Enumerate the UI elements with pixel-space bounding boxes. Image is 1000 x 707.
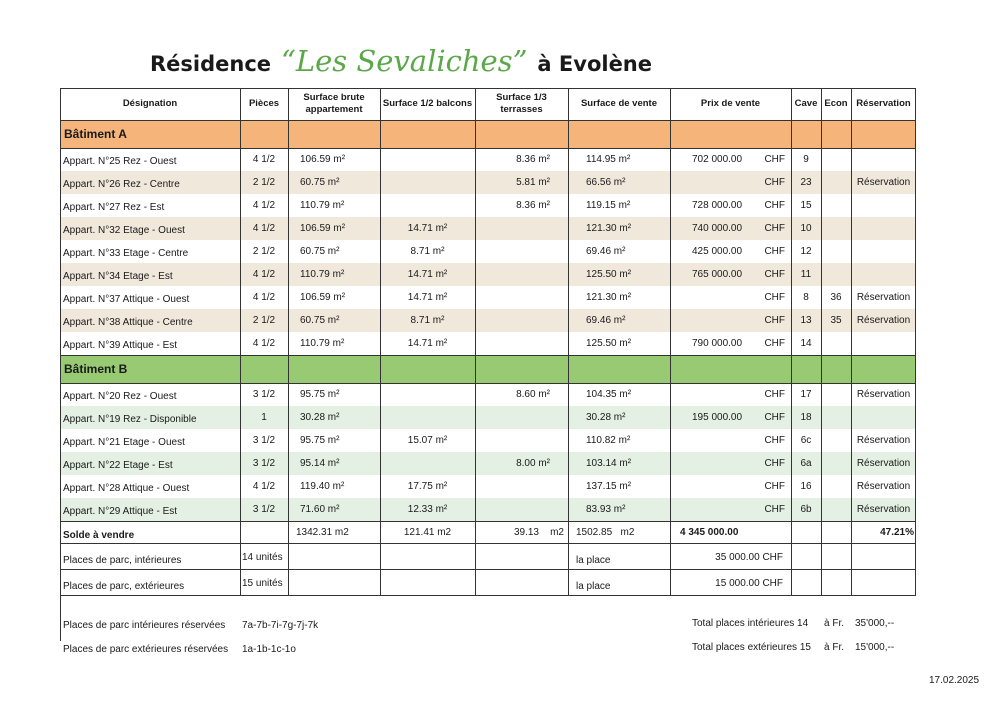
apartment-designation: Appart. N°33 Etage - Centre	[63, 248, 189, 259]
sale-surface: 121.30 m²	[586, 223, 632, 234]
cellar-number: 8	[803, 292, 809, 303]
sale-surface: 103.14 m²	[586, 458, 632, 469]
sale-surface: 30.28 m²	[586, 412, 626, 423]
cellar-number: 23	[800, 177, 812, 188]
terrace-surface	[475, 217, 568, 240]
reservation-status: Réservation	[856, 315, 911, 326]
grid-line	[288, 88, 289, 595]
terrace-surface	[475, 429, 568, 452]
header-econ: Econ	[824, 98, 848, 109]
header-prix-vente: Prix de vente	[700, 98, 761, 109]
currency: CHF	[764, 389, 785, 400]
totals-sale-surface: 1502.85 m2	[576, 526, 635, 538]
gross-surface: 71.60 m²	[300, 504, 340, 515]
table-row	[60, 332, 916, 355]
table-row	[60, 148, 916, 171]
rooms-count: 2 1/2	[252, 177, 276, 188]
table-row	[60, 429, 916, 452]
storage-number	[821, 217, 851, 240]
currency: CHF	[764, 412, 785, 423]
reserved-exterior-label: Places de parc extérieures réservées	[63, 644, 229, 655]
gross-surface: 60.75 m²	[300, 246, 340, 257]
parking-label: Places de parc, intérieures	[63, 554, 182, 566]
currency: CHF	[764, 458, 785, 469]
cellar-number: 12	[800, 246, 812, 257]
rooms-count: 3 1/2	[252, 504, 276, 515]
parking-price: 15 000.00 CHF	[715, 577, 783, 589]
sale-price: 728 000.00	[692, 200, 743, 211]
balcony-surface: 15.07 m²	[407, 435, 448, 446]
currency: CHF	[764, 200, 785, 211]
storage-number	[821, 332, 851, 355]
title-prefix: Résidence	[150, 52, 272, 76]
storage-number	[821, 475, 851, 498]
percent-sold: 47.21%	[880, 526, 914, 538]
terrace-surface: 8.60 m²	[516, 389, 550, 400]
reservation-status: Réservation	[856, 389, 911, 400]
apartment-designation: Appart. N°34 Etage - Est	[63, 271, 173, 282]
rooms-count: 3 1/2	[252, 389, 276, 400]
apartment-designation: Appart. N°29 Attique - Est	[63, 506, 178, 517]
sale-price: 702 000.00	[692, 154, 743, 165]
header-pieces: Pièces	[248, 98, 280, 109]
rooms-count: 2 1/2	[252, 315, 276, 326]
total-interior-price: 35'000,--	[855, 618, 895, 629]
balcony-surface	[380, 452, 475, 475]
residence-name: “Les Sevaliches”	[281, 44, 528, 78]
table-row	[60, 475, 916, 498]
gross-surface: 60.75 m²	[300, 315, 340, 326]
header-designation: Désignation	[122, 98, 178, 109]
total-exterior-at: à Fr.	[824, 642, 845, 653]
cellar-number: 17	[800, 389, 812, 400]
storage-number	[821, 406, 851, 429]
currency: CHF	[764, 154, 785, 165]
gross-surface: 110.79 m²	[300, 269, 345, 280]
gross-surface: 95.75 m²	[300, 389, 340, 400]
header-surface-vente: Surface de vente	[580, 98, 658, 109]
reservation-status	[851, 240, 916, 263]
storage-number	[821, 194, 851, 217]
sale-surface: 66.56 m²	[586, 177, 626, 188]
document-date: 17.02.2025	[929, 675, 980, 686]
parking-unit-label: la place	[576, 554, 611, 566]
sale-surface: 119.15 m²	[586, 200, 631, 211]
total-interior-label: Total places intérieures 14	[692, 618, 809, 629]
grid-line	[475, 88, 476, 595]
currency: CHF	[764, 269, 785, 280]
header-surface-balcons: Surface 1/2 balcons	[382, 98, 473, 109]
sale-price: 195 000.00	[692, 412, 743, 423]
currency: CHF	[764, 292, 785, 303]
grid-line	[568, 88, 569, 595]
grid-line	[851, 88, 852, 595]
balcony-surface: 17.75 m²	[407, 481, 448, 492]
terrace-surface	[475, 406, 568, 429]
sale-surface: 69.46 m²	[586, 315, 626, 326]
storage-number	[821, 263, 851, 286]
balcony-surface	[380, 406, 475, 429]
document-title	[150, 44, 652, 84]
reservation-status	[851, 148, 916, 171]
parking-units: 15 unités	[242, 577, 283, 589]
terrace-surface	[475, 332, 568, 355]
cellar-number: 10	[800, 223, 812, 234]
parking-row	[60, 543, 916, 569]
title-suffix: à Evolène	[537, 52, 652, 76]
apartment-designation: Appart. N°25 Rez - Ouest	[63, 156, 177, 167]
gross-surface: 106.59 m²	[300, 154, 346, 165]
section-label: Bâtiment B	[64, 362, 128, 376]
apartment-designation: Appart. N°19 Rez - Disponible	[63, 414, 197, 425]
reservation-status	[851, 263, 916, 286]
section-label: Bâtiment A	[64, 127, 127, 141]
apartment-designation: Appart. N°38 Attique - Centre	[63, 317, 193, 328]
grid-line	[60, 543, 916, 544]
left-margin-line	[60, 595, 61, 641]
table-row	[60, 286, 916, 309]
reservation-status: Réservation	[856, 292, 911, 303]
cellar-number: 14	[800, 338, 812, 349]
grid-line	[60, 88, 916, 89]
gross-surface: 110.79 m²	[300, 200, 345, 211]
storage-number	[821, 171, 851, 194]
totals-sale-price: 4 345 000.00	[680, 526, 739, 538]
currency: CHF	[764, 435, 785, 446]
rooms-count: 4 1/2	[252, 292, 276, 303]
cellar-number: 18	[800, 412, 812, 423]
sale-price: 425 000.00	[692, 246, 743, 257]
balcony-surface: 14.71 m²	[407, 223, 448, 234]
cellar-number: 6a	[800, 458, 812, 469]
rooms-count: 1	[261, 412, 267, 423]
parking-unit-label: la place	[576, 580, 611, 592]
rooms-count: 4 1/2	[252, 338, 276, 349]
grid-line	[60, 355, 916, 356]
sale-surface: 125.50 m²	[586, 269, 632, 280]
storage-number	[821, 148, 851, 171]
rooms-count: 2 1/2	[252, 246, 276, 257]
sale-price: 740 000.00	[692, 223, 743, 234]
reservation-status: Réservation	[856, 177, 911, 188]
cellar-number: 6c	[800, 435, 812, 446]
reservation-status: Réservation	[856, 458, 911, 469]
totals-label: Solde à vendre	[63, 529, 135, 541]
header-surface-brute: Surface brute appartement	[303, 92, 365, 115]
rooms-count: 4 1/2	[252, 223, 276, 234]
sale-surface: 125.50 m²	[586, 338, 632, 349]
grid-line	[915, 88, 916, 595]
cellar-number: 6b	[800, 504, 812, 515]
table-row	[60, 240, 916, 263]
grid-line	[60, 148, 916, 149]
rooms-count: 3 1/2	[252, 435, 276, 446]
reservation-status: Réservation	[856, 481, 911, 492]
reservation-status	[851, 406, 916, 429]
storage-number	[821, 240, 851, 263]
totals-gross-surface: 1342.31 m2	[296, 526, 349, 538]
totals-row	[60, 521, 916, 543]
grid-line	[60, 88, 61, 595]
cellar-number: 16	[800, 481, 812, 492]
section-header-row	[60, 120, 916, 148]
totals-balcony-surface: 121.41 m2	[403, 526, 452, 538]
apartment-designation: Appart. N°22 Etage - Est	[63, 460, 173, 471]
cellar-number: 11	[800, 269, 812, 280]
rooms-count: 4 1/2	[252, 154, 276, 165]
sale-surface: 114.95 m²	[586, 154, 631, 165]
rooms-count: 4 1/2	[252, 481, 276, 492]
apartment-designation: Appart. N°20 Rez - Ouest	[63, 391, 177, 402]
storage-number: 35	[830, 315, 842, 326]
balcony-surface: 8.71 m²	[410, 246, 445, 257]
grid-line	[60, 595, 916, 596]
currency: CHF	[764, 177, 785, 188]
apartment-designation: Appart. N°27 Rez - Est	[63, 202, 165, 213]
sale-surface: 69.46 m²	[586, 246, 626, 257]
cellar-number: 13	[800, 315, 812, 326]
reservation-status: Réservation	[856, 504, 911, 515]
gross-surface: 119.40 m²	[300, 481, 345, 492]
gross-surface: 60.75 m²	[300, 177, 340, 188]
totals-terrace-surface: 39.13 m2	[513, 526, 564, 538]
rooms-count: 4 1/2	[252, 269, 276, 280]
total-interior-at: à Fr.	[824, 618, 845, 629]
reserved-interior-value: 7a-7b-7i-7g-7j-7k	[242, 620, 319, 631]
balcony-surface	[380, 171, 475, 194]
grid-line	[60, 521, 916, 522]
balcony-surface: 14.71 m²	[407, 292, 448, 303]
reservation-status	[851, 332, 916, 355]
terrace-surface	[475, 240, 568, 263]
balcony-surface: 14.71 m²	[407, 269, 448, 280]
terrace-surface	[475, 475, 568, 498]
header-surface-terrasses: Surface 1/3 terrasses	[496, 92, 547, 115]
cellar-number: 15	[800, 200, 812, 211]
gross-surface: 95.75 m²	[300, 435, 340, 446]
rooms-count: 3 1/2	[252, 458, 276, 469]
reservation-status	[851, 217, 916, 240]
terrace-surface: 8.36 m²	[516, 200, 550, 211]
table-row	[60, 217, 916, 240]
currency: CHF	[764, 504, 785, 515]
grid-line	[60, 569, 916, 570]
reserved-exterior-value: 1a-1b-1c-1o	[242, 644, 296, 655]
storage-number	[821, 498, 851, 521]
balcony-surface	[380, 148, 475, 171]
storage-number	[821, 383, 851, 406]
grid-line	[380, 88, 381, 595]
balcony-surface: 12.33 m²	[407, 504, 448, 515]
terrace-surface: 8.00 m²	[516, 458, 550, 469]
price-list-table	[60, 88, 916, 595]
storage-number	[821, 452, 851, 475]
reservation-status: Réservation	[856, 435, 911, 446]
grid-line	[60, 120, 916, 121]
total-exterior-price: 15'000,--	[855, 642, 895, 653]
sale-price: 790 000.00	[692, 338, 743, 349]
gross-surface: 110.79 m²	[300, 338, 345, 349]
parking-units: 14 unités	[242, 551, 283, 563]
terrace-surface	[475, 286, 568, 309]
gross-surface: 95.14 m²	[300, 458, 340, 469]
storage-number: 36	[830, 292, 842, 303]
grid-line	[60, 383, 916, 384]
terrace-surface	[475, 309, 568, 332]
table-row	[60, 263, 916, 286]
gross-surface: 30.28 m²	[300, 412, 340, 423]
apartment-designation: Appart. N°26 Rez - Centre	[63, 179, 180, 190]
terrace-surface: 5.81 m²	[516, 177, 550, 188]
apartment-designation: Appart. N°37 Attique - Ouest	[63, 294, 190, 305]
sale-surface: 121.30 m²	[586, 292, 632, 303]
sale-surface: 137.15 m²	[586, 481, 632, 492]
gross-surface: 106.59 m²	[300, 292, 346, 303]
grid-line	[670, 88, 671, 595]
parking-label: Places de parc, extérieures	[63, 580, 185, 592]
apartment-designation: Appart. N°21 Etage - Ouest	[63, 437, 185, 448]
terrace-surface	[475, 263, 568, 286]
sale-surface: 110.82 m²	[586, 435, 631, 446]
balcony-surface	[380, 194, 475, 217]
table-row	[60, 406, 916, 429]
currency: CHF	[764, 223, 785, 234]
grid-line	[821, 88, 822, 595]
header-cave: Cave	[794, 98, 818, 109]
balcony-surface: 14.71 m²	[407, 338, 448, 349]
apartment-designation: Appart. N°32 Etage - Ouest	[63, 225, 185, 236]
cellar-number: 9	[803, 154, 809, 165]
currency: CHF	[764, 246, 785, 257]
reserved-interior-label: Places de parc intérieures réservées	[63, 620, 226, 631]
table-row	[60, 194, 916, 217]
terrace-surface	[475, 498, 568, 521]
table-row	[60, 452, 916, 475]
table-row	[60, 498, 916, 521]
sale-surface: 104.35 m²	[586, 389, 632, 400]
table-row	[60, 383, 916, 406]
balcony-surface: 8.71 m²	[410, 315, 445, 326]
table-row	[60, 171, 916, 194]
storage-number	[821, 429, 851, 452]
currency: CHF	[764, 338, 785, 349]
apartment-designation: Appart. N°39 Attique - Est	[63, 340, 178, 351]
rooms-count: 4 1/2	[252, 200, 276, 211]
apartment-designation: Appart. N°28 Attique - Ouest	[63, 483, 190, 494]
reservation-status	[851, 194, 916, 217]
table-row	[60, 309, 916, 332]
parking-row	[60, 569, 916, 595]
sale-price: 765 000.00	[692, 269, 743, 280]
currency: CHF	[764, 481, 785, 492]
parking-price: 35 000.00 CHF	[715, 551, 783, 563]
header-reservation: Réservation	[856, 98, 911, 109]
grid-line	[791, 88, 792, 595]
total-exterior-label: Total places extérieures 15	[692, 642, 811, 653]
gross-surface: 106.59 m²	[300, 223, 346, 234]
currency: CHF	[764, 315, 785, 326]
section-header-row	[60, 355, 916, 383]
sale-surface: 83.93 m²	[586, 504, 626, 515]
grid-line	[240, 88, 241, 595]
terrace-surface: 8.36 m²	[516, 154, 550, 165]
balcony-surface	[380, 383, 475, 406]
table-header-row	[60, 88, 916, 120]
